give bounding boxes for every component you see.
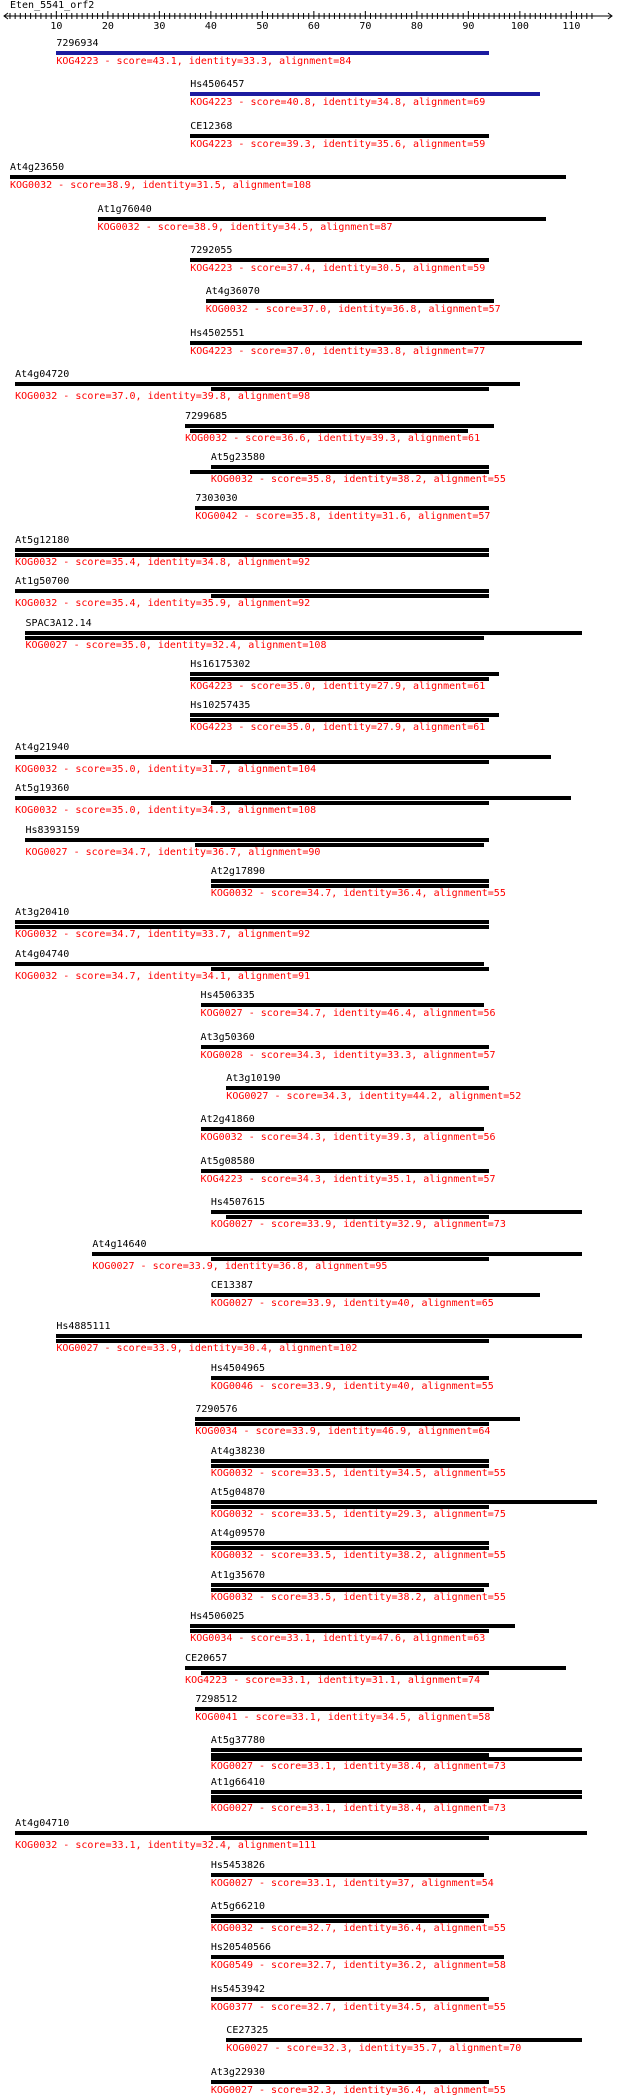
axis-tick-label: 60 — [307, 21, 320, 32]
alignment-bar — [211, 879, 489, 883]
hit-description: KOG0032 - score=34.7, identity=36.4, alignment=55 — [210, 888, 506, 899]
hit-name[interactable]: At1g76040 — [97, 204, 152, 215]
hit-name[interactable]: At3g22930 — [210, 2067, 266, 2078]
hit-description: KOG4223 - score=43.1, identity=33.3, alignment=84 — [56, 56, 352, 67]
hit-description: KOG0032 - score=38.9, identity=34.5, alignment=87 — [97, 222, 393, 233]
hit-name[interactable]: Hs4885111 — [56, 1321, 111, 1332]
hit-description: KOG0032 - score=33.5, identity=38.2, alignment=55 — [210, 1550, 506, 1561]
alignment-bar — [15, 962, 484, 966]
hit-name[interactable]: Hs10257435 — [190, 700, 251, 711]
hit-description: KOG0032 - score=34.7, identity=33.7, alignment=92 — [15, 929, 311, 940]
hit-name[interactable]: At4g04720 — [15, 369, 70, 380]
alignment-bar — [190, 713, 499, 717]
hit-description: KOG0041 - score=33.1, identity=34.5, alignment=58 — [195, 1712, 491, 1723]
axis-tick-label: 80 — [410, 21, 423, 32]
hit-name[interactable]: At2g41860 — [200, 1114, 255, 1125]
hit-name[interactable]: 7303030 — [195, 493, 238, 504]
hit-description: KOG0027 - score=33.9, identity=36.8, alignment=95 — [92, 1261, 388, 1272]
hit-name[interactable]: At5g23580 — [210, 452, 266, 463]
hit-name[interactable]: 7296934 — [56, 38, 99, 49]
axis-tick-label: 110 — [562, 21, 581, 32]
hit-name[interactable]: At4g04740 — [15, 949, 70, 960]
alignment-bar — [201, 1045, 489, 1049]
axis-tick-label: 20 — [101, 21, 114, 32]
hit-description: KOG4223 - score=34.3, identity=35.1, alignment=57 — [200, 1174, 496, 1185]
alignment-bar — [201, 1169, 489, 1173]
alignment-bar — [25, 631, 581, 635]
hit-description: KOG0032 - score=38.9, identity=31.5, alignment=108 — [10, 180, 312, 191]
axis-tick-label: 70 — [359, 21, 372, 32]
axis-tick-label: 100 — [510, 21, 529, 32]
hit-description: KOG0377 - score=32.7, identity=34.5, alignment=55 — [210, 2002, 506, 2013]
hit-description: KOG0046 - score=33.9, identity=40, alignment=55 — [210, 1381, 494, 1392]
hit-name[interactable]: Hs4506025 — [190, 1611, 245, 1622]
alignment-bar — [190, 341, 581, 345]
hit-name[interactable]: At5g37780 — [210, 1735, 266, 1746]
hit-description: KOG0032 - score=34.7, identity=34.1, alignment=91 — [15, 971, 311, 982]
hit-description: KOG4223 - score=33.1, identity=31.1, alignment=74 — [185, 1675, 481, 1686]
alignment-bar — [211, 1376, 489, 1380]
alignment-bar — [211, 1459, 489, 1463]
hit-name[interactable]: At5g08580 — [200, 1156, 255, 1167]
hit-description: KOG4223 - score=37.4, identity=30.5, alignment=59 — [190, 263, 486, 274]
hit-description: KOG0027 - score=33.9, identity=32.9, alignment=73 — [210, 1219, 506, 1230]
hit-name[interactable]: Hs4506457 — [190, 79, 245, 90]
hit-description: KOG0034 - score=33.9, identity=46.9, alignment=64 — [195, 1426, 491, 1437]
hit-description: KOG0032 - score=33.5, identity=38.2, alignment=55 — [210, 1592, 506, 1603]
alignment-bar — [211, 1997, 489, 2001]
hit-name[interactable]: At1g66410 — [210, 1777, 266, 1788]
hit-name[interactable]: Hs4502551 — [190, 328, 245, 339]
alignment-bar — [211, 1210, 582, 1214]
axis-tick-label: 30 — [153, 21, 166, 32]
hit-name[interactable]: At4g38230 — [210, 1446, 266, 1457]
alignment-bar — [98, 217, 546, 221]
alignment-bar — [190, 1624, 514, 1628]
hit-name[interactable]: Hs4506335 — [200, 990, 255, 1001]
hit-name[interactable]: At3g50360 — [200, 1032, 255, 1043]
hit-description: KOG0027 - score=34.7, identity=46.4, alignment=56 — [200, 1008, 496, 1019]
hit-description: KOG4223 - score=40.8, identity=34.8, alignment=69 — [190, 97, 486, 108]
hit-name[interactable]: At5g66210 — [210, 1901, 266, 1912]
alignment-bar — [190, 258, 489, 262]
hit-name[interactable]: At4g36070 — [205, 286, 260, 297]
alignment-bar — [15, 755, 551, 759]
alignment-bar — [15, 382, 520, 386]
alignment-bar — [201, 1003, 484, 1007]
hit-name[interactable]: At5g19360 — [15, 783, 70, 794]
hit-description: KOG0549 - score=32.7, identity=36.2, alignment=58 — [210, 1960, 506, 1971]
hit-name[interactable]: 7299685 — [185, 411, 228, 422]
alignment-bar — [185, 424, 494, 428]
hit-name[interactable]: At4g14640 — [92, 1239, 147, 1250]
hit-description: KOG0028 - score=34.3, identity=33.3, alignment=57 — [200, 1050, 496, 1061]
hit-name[interactable]: CE12368 — [190, 121, 233, 132]
alignment-bar — [206, 299, 494, 303]
alignment-bar — [185, 1666, 566, 1670]
alignment-bar — [226, 1086, 489, 1090]
hit-description: KOG0032 - score=32.7, identity=36.4, alignment=55 — [210, 1923, 506, 1934]
hit-description: KOG0027 - score=34.3, identity=44.2, alignment=52 — [226, 1091, 522, 1102]
axis-tick-label: 50 — [256, 21, 269, 32]
alignment-bar — [15, 1831, 587, 1835]
alignment-bar — [195, 506, 489, 510]
hit-name[interactable]: 7292055 — [190, 245, 233, 256]
hit-description: KOG0027 - score=34.7, identity=36.7, alignment=90 — [25, 847, 321, 858]
hit-name[interactable]: At3g20410 — [15, 907, 70, 918]
alignment-bar — [190, 134, 489, 138]
hit-description: KOG4223 - score=35.0, identity=27.9, alignment=61 — [190, 722, 486, 733]
hit-description: KOG0027 - score=33.1, identity=38.4, alignment=73 — [210, 1803, 506, 1814]
alignment-bar — [195, 1417, 519, 1421]
hit-name[interactable]: 7298512 — [195, 1694, 238, 1705]
hit-description: KOG0027 - score=32.3, identity=35.7, alignment=70 — [226, 2043, 522, 2054]
alignment-bar — [226, 2038, 581, 2042]
hit-name[interactable]: Hs4504965 — [210, 1363, 266, 1374]
hit-name[interactable]: At1g50700 — [15, 576, 70, 587]
hit-name[interactable]: Hs5453942 — [210, 1984, 266, 1995]
hit-name[interactable]: At5g12180 — [15, 535, 70, 546]
hit-description: KOG4223 - score=39.3, identity=35.6, alignment=59 — [190, 139, 486, 150]
hit-name[interactable]: Hs8393159 — [25, 825, 80, 836]
hit-name[interactable]: CE27325 — [226, 2025, 269, 2036]
alignment-bar — [211, 1873, 484, 1877]
alignment-bar — [211, 1583, 489, 1587]
alignment-bar — [201, 1127, 484, 1131]
alignment-bar — [10, 175, 566, 179]
hit-name[interactable]: At2g17890 — [210, 866, 266, 877]
hit-description: KOG0042 - score=35.8, identity=31.6, alignment=57 — [195, 511, 491, 522]
hit-description: KOG4223 - score=35.0, identity=27.9, alignment=61 — [190, 681, 486, 692]
hit-name[interactable]: Hs5453826 — [210, 1860, 266, 1871]
hit-name[interactable]: CE20657 — [185, 1653, 228, 1664]
hit-description: KOG0032 - score=37.0, identity=39.8, alignment=98 — [15, 391, 311, 402]
hit-name[interactable]: At4g23650 — [10, 162, 65, 173]
hit-description: KOG0027 - score=35.0, identity=32.4, alignment=108 — [25, 640, 327, 651]
query-title: Eten_5541_orf2 — [10, 0, 95, 11]
axis-tick-label: 10 — [50, 21, 63, 32]
alignment-bar — [211, 1914, 489, 1918]
hit-description: KOG0032 - score=33.1, identity=32.4, alignment=111 — [15, 1840, 317, 1851]
hit-description: KOG0032 - score=37.0, identity=36.8, alignment=57 — [205, 304, 501, 315]
hit-description: KOG0027 - score=33.1, identity=37, alignment=54 — [210, 1878, 494, 1889]
alignment-bar — [211, 1293, 541, 1297]
alignment-bar — [211, 1748, 582, 1752]
alignment-bar — [92, 1252, 581, 1256]
hit-name[interactable]: At4g04710 — [15, 1818, 70, 1829]
alignment-bar — [211, 1500, 597, 1504]
hit-name[interactable]: 7290576 — [195, 1404, 238, 1415]
hit-name[interactable]: At4g21940 — [15, 742, 70, 753]
alignment-bar — [190, 92, 540, 96]
hit-description: KOG4223 - score=37.0, identity=33.8, alignment=77 — [190, 346, 486, 357]
hit-description: KOG0034 - score=33.1, identity=47.6, alignment=63 — [190, 1633, 486, 1644]
hit-name[interactable]: CE13387 — [210, 1280, 253, 1291]
axis-tick-label: 40 — [204, 21, 217, 32]
hit-name[interactable]: Hs16175302 — [190, 659, 251, 670]
hit-name[interactable]: Hs20540566 — [210, 1942, 272, 1953]
axis-tick-label: 90 — [462, 21, 475, 32]
hit-name[interactable]: At1g35670 — [210, 1570, 266, 1581]
hit-description: KOG0027 - score=33.1, identity=38.4, alignment=73 — [210, 1761, 506, 1772]
hit-name[interactable]: At3g10190 — [226, 1073, 281, 1084]
alignment-bar — [56, 51, 489, 55]
alignment-bar — [56, 1334, 581, 1338]
alignment-bar — [15, 920, 489, 924]
hit-name[interactable]: Hs4507615 — [210, 1197, 266, 1208]
hit-name[interactable]: At5g04870 — [210, 1487, 266, 1498]
hit-description: KOG0032 - score=34.3, identity=39.3, alignment=56 — [200, 1132, 496, 1143]
hit-description: KOG0032 - score=33.5, identity=34.5, alignment=55 — [210, 1468, 506, 1479]
alignment-bar — [190, 672, 499, 676]
hit-description: KOG0032 - score=35.0, identity=31.7, alignment=104 — [15, 764, 317, 775]
alignment-bar — [195, 1707, 494, 1711]
alignment-bar — [25, 838, 489, 842]
hit-description: KOG0032 - score=35.8, identity=38.2, alignment=55 — [210, 474, 506, 485]
hit-description: KOG0032 - score=35.4, identity=35.9, alignment=92 — [15, 598, 311, 609]
hit-description: KOG0032 - score=33.5, identity=29.3, alignment=75 — [210, 1509, 506, 1520]
hit-name[interactable]: SPAC3A12.14 — [25, 618, 92, 629]
alignment-bar — [211, 2080, 489, 2084]
alignment-bar — [15, 589, 489, 593]
alignment-bar — [15, 548, 489, 552]
hit-name[interactable]: At4g09570 — [210, 1528, 266, 1539]
alignment-bar — [211, 465, 489, 469]
hit-description: KOG0032 - score=35.0, identity=34.3, alignment=108 — [15, 805, 317, 816]
hit-description: KOG0027 - score=32.3, identity=36.4, alignment=55 — [210, 2085, 506, 2096]
hit-description: KOG0027 - score=33.9, identity=40, alignment=65 — [210, 1298, 494, 1309]
alignment-bar — [211, 1955, 505, 1959]
alignment-bar — [211, 1790, 582, 1794]
alignment-bar — [211, 1541, 489, 1545]
hit-description: KOG0032 - score=35.4, identity=34.8, alignment=92 — [15, 557, 311, 568]
hit-description: KOG0027 - score=33.9, identity=30.4, alignment=102 — [56, 1343, 358, 1354]
hit-description: KOG0032 - score=36.6, identity=39.3, alignment=61 — [185, 433, 481, 444]
alignment-bar — [15, 796, 571, 800]
